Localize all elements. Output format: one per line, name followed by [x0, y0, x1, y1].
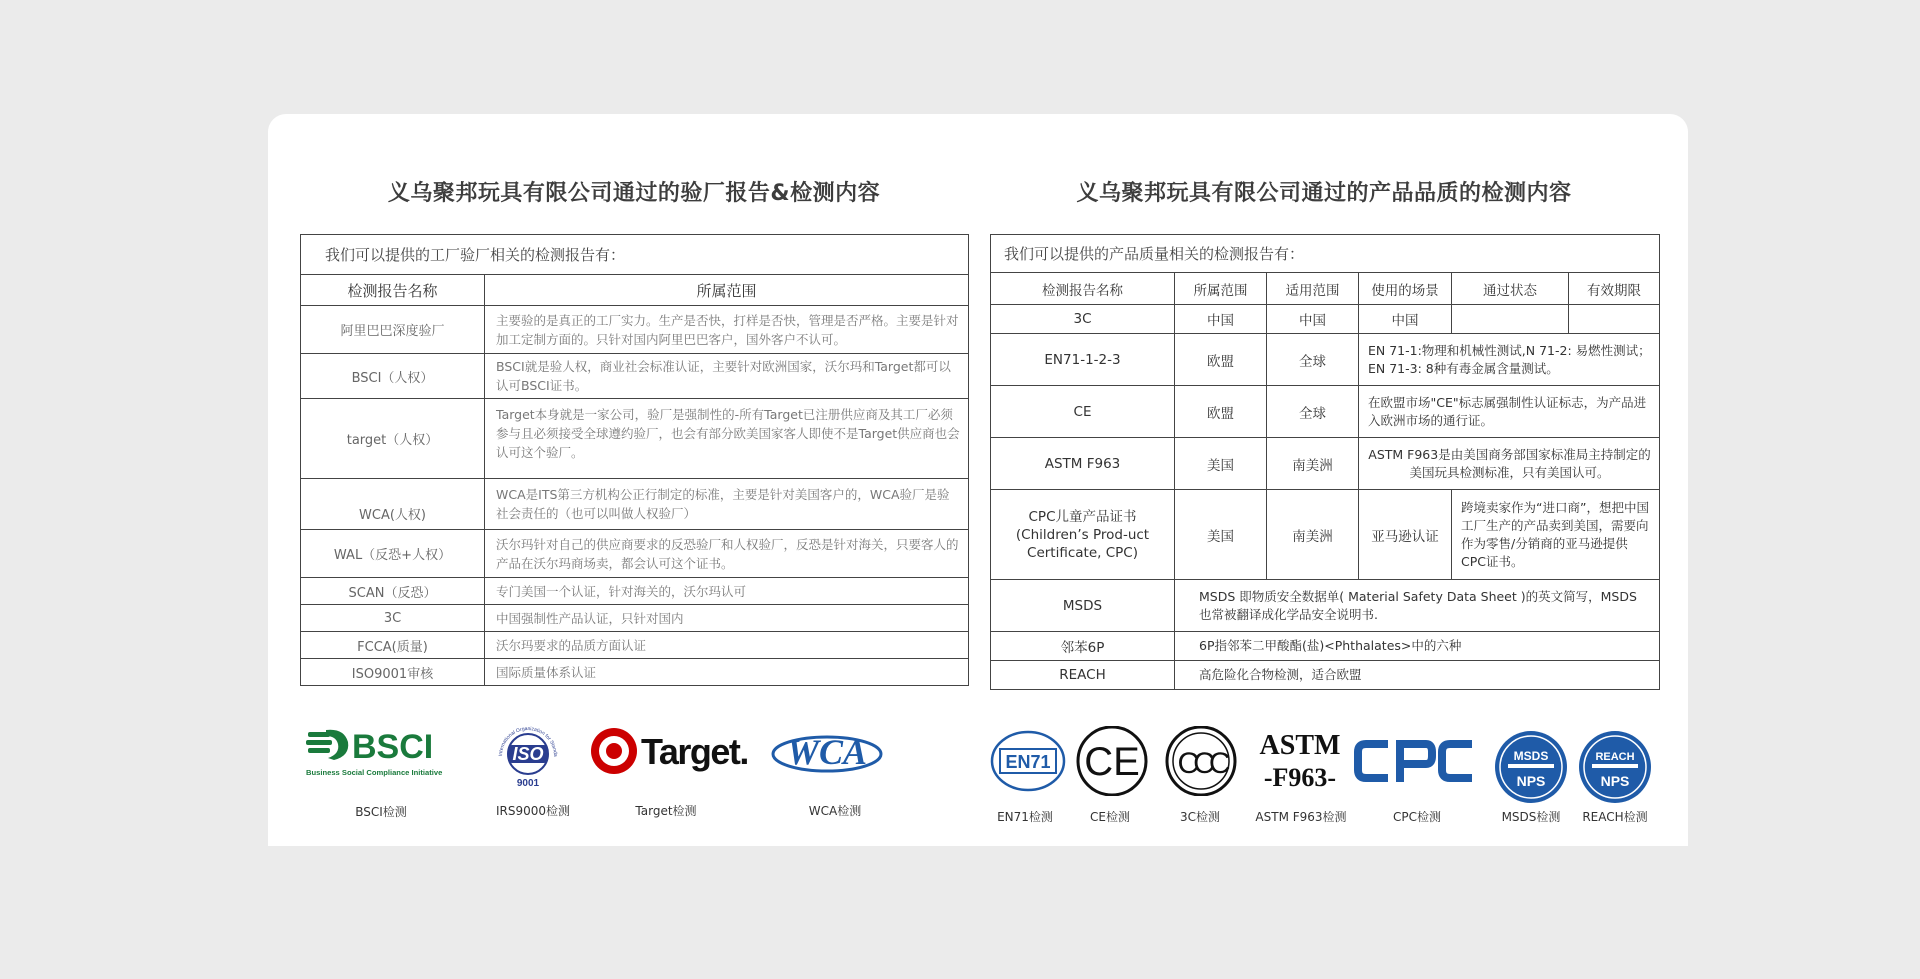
- ce-logo-icon: [1073, 726, 1151, 796]
- reach-caption: REACH检测: [1582, 810, 1648, 824]
- report-description: ASTM F963是由美国商务部国家标准局主持制定的美国玩具检测标准，只有美国认可。: [1359, 438, 1660, 490]
- report-validity: [1569, 305, 1660, 334]
- report-name: 3C: [991, 305, 1175, 334]
- report-scope: 美国: [1175, 438, 1267, 490]
- svg-text:CE: CE: [1084, 740, 1140, 784]
- report-description: 跨境卖家作为“进口商”，想把中国工厂生产的产品卖到美国，需要向作为零售/分销商的亚马逊提供CPC证书。: [1452, 490, 1660, 580]
- column-header-scope: 所属范围: [1175, 273, 1267, 305]
- report-scope: 欧盟: [1175, 386, 1267, 438]
- report-description: 主要验的是真正的工厂实力。生产是否快，打样是否快，管理是否严格。主要是针对加工定制方面的。只针对国内阿里巴巴客户，国外客户不认可。: [485, 306, 969, 354]
- ccc-logo-icon: [1162, 726, 1240, 796]
- report-name: ISO9001审核: [301, 659, 485, 686]
- svg-text:BSCI: BSCI: [352, 728, 434, 766]
- product-quality-intro: 我们可以提供的产品质量相关的检测报告有：: [991, 235, 1660, 273]
- factory-audit-title: 义乌聚邦玩具有限公司通过的验厂报告&检测内容: [387, 181, 881, 206]
- report-scope: 欧盟: [1175, 334, 1267, 386]
- target-caption: Target检测: [635, 804, 697, 818]
- table-row: [991, 386, 1660, 438]
- table-row: [991, 632, 1660, 661]
- svg-text:MSDS: MSDS: [1513, 749, 1549, 763]
- ccc-caption: 3C检测: [1179, 810, 1220, 824]
- svg-text:CCC: CCC: [1177, 747, 1225, 780]
- report-description: MSDS 即物质安全数据单( Material Safety Data Sheet )的英文简写，MSDS 也常被翻译成化学品安全说明书.: [1175, 580, 1660, 632]
- report-name: 邻苯6P: [991, 632, 1175, 661]
- svg-text:WCA: WCA: [786, 732, 868, 772]
- factory-audit-table: [300, 234, 969, 686]
- report-description: Target本身就是一家公司，验厂是强制性的-所有Target已注册供应商及其工厂必须参与且必须接受全球遵约验厂，也会有部分欧美国家客人即使不是Target供应商也会认可这个验厂。: [485, 399, 969, 479]
- product-quality-title: 义乌聚邦玩具有限公司通过的产品品质的检测内容: [1076, 181, 1572, 206]
- svg-text:ASTM: ASTM: [1259, 730, 1341, 761]
- astm-caption: ASTM F963检测: [1255, 810, 1347, 824]
- table-row: [301, 306, 969, 354]
- report-name: FCCA(质量): [301, 632, 485, 659]
- svg-text:NPS: NPS: [1600, 773, 1630, 789]
- report-scene: 亚马逊认证: [1359, 490, 1452, 580]
- report-scope: 美国: [1175, 490, 1267, 580]
- wca-caption: WCA检测: [808, 804, 862, 818]
- table-row: [301, 354, 969, 399]
- report-apply: 南美洲: [1267, 490, 1359, 580]
- report-name: 阿里巴巴深度验厂: [301, 306, 485, 354]
- table-row: [991, 305, 1660, 334]
- table-row: [991, 580, 1660, 632]
- table-row: [301, 659, 969, 686]
- report-description: 专门美国一个认证，针对海关的，沃尔玛认可: [485, 578, 969, 605]
- report-name: REACH: [991, 661, 1175, 690]
- column-header-report-name: 检测报告名称: [301, 275, 485, 306]
- svg-text:Target.: Target.: [641, 731, 748, 772]
- table-row: [301, 578, 969, 605]
- column-header-scene: 使用的场景: [1359, 273, 1452, 305]
- report-apply: 全球: [1267, 334, 1359, 386]
- table-row: [991, 661, 1660, 690]
- report-description: 沃尔玛针对自己的供应商要求的反恐验厂和人权验厂，反恐是针对海关，只要客人的产品在沃尔玛商场卖，都会认可这个证书。: [485, 530, 969, 578]
- svg-text:Business Social Compliance Ini: Business Social Compliance Initiative: [306, 768, 443, 777]
- report-description: 6P指邻苯二甲酸酯(盐)<Phthalates>中的六种: [1175, 632, 1660, 661]
- table-row: [991, 438, 1660, 490]
- report-name: EN71-1-2-3: [991, 334, 1175, 386]
- report-description: WCA是ITS第三方机构公正行制定的标准，主要是针对美国客户的，WCA验厂是验社会责任的（也可以叫做人权验厂）: [485, 479, 969, 530]
- product-quality-table: [990, 234, 1660, 690]
- cpc-caption: CPC检测: [1393, 810, 1441, 824]
- table-row: [301, 605, 969, 632]
- table-row: [301, 632, 969, 659]
- report-name: ASTM F963: [991, 438, 1175, 490]
- column-header-status: 通过状态: [1452, 273, 1569, 305]
- column-header-scope: 所属范围: [485, 275, 969, 306]
- table-row: [301, 530, 969, 578]
- report-description: 国际质量体系认证: [485, 659, 969, 686]
- wca-logo-icon: [770, 724, 884, 780]
- table-row: [991, 334, 1660, 386]
- report-description: 高危险化合物检测，适合欧盟: [1175, 661, 1660, 690]
- report-status: [1452, 305, 1569, 334]
- table-row: [301, 479, 969, 530]
- report-description: BSCI就是验人权，商业社会标准认证，主要针对欧洲国家，沃尔玛和Target都可以认可BSCI证书。: [485, 354, 969, 399]
- ce-caption: CE检测: [1090, 810, 1130, 824]
- bsci-caption: BSCI检测: [355, 805, 407, 819]
- svg-text:International Organization for: International Organization for Standa: [497, 725, 559, 757]
- cpc-logo-icon: [1352, 736, 1476, 786]
- svg-text:EN71: EN71: [1005, 752, 1051, 772]
- report-name: BSCI（人权）: [301, 354, 485, 399]
- target-logo-icon: [589, 724, 749, 778]
- svg-text:9001: 9001: [516, 778, 540, 789]
- reach-logo-icon: [1578, 730, 1652, 804]
- column-header-report-name: 检测报告名称: [991, 273, 1175, 305]
- report-name: SCAN（反恐）: [301, 578, 485, 605]
- msds-caption: MSDS检测: [1501, 810, 1561, 824]
- column-header-apply: 适用范围: [1267, 273, 1359, 305]
- report-name: CPC儿童产品证书(Children’s Prod-uct Certificate, CPC): [991, 490, 1175, 580]
- report-name: 3C: [301, 605, 485, 632]
- report-name: WCA(人权): [301, 479, 485, 530]
- report-apply: 南美洲: [1267, 438, 1359, 490]
- table-row: [301, 399, 969, 479]
- svg-text:REACH: REACH: [1595, 751, 1635, 763]
- report-description: EN 71-1:物理和机械性测试,N 71-2: 易燃性测试；EN 71-3: 8种有毒金属含量测试。: [1359, 334, 1660, 386]
- astm-logo-icon: [1254, 726, 1346, 792]
- bsci-logo-icon: [304, 722, 460, 782]
- iso-logo-icon: [490, 720, 566, 792]
- factory-audit-intro: 我们可以提供的工厂验厂相关的检测报告有：: [301, 235, 969, 275]
- report-apply: 中国: [1267, 305, 1359, 334]
- svg-text:NPS: NPS: [1516, 773, 1546, 789]
- report-name: MSDS: [991, 580, 1175, 632]
- report-name: target（人权）: [301, 399, 485, 479]
- svg-text:-F963-: -F963-: [1263, 763, 1337, 792]
- iso-caption: IRS9000检测: [495, 804, 571, 818]
- report-description: 中国强制性产品认证，只针对国内: [485, 605, 969, 632]
- msds-logo-icon: [1494, 730, 1568, 804]
- report-description: 在欧盟市场"CE"标志属强制性认证标志，为产品进入欧洲市场的通行证。: [1359, 386, 1660, 438]
- report-name: CE: [991, 386, 1175, 438]
- report-scope: 中国: [1175, 305, 1267, 334]
- table-row: [991, 490, 1660, 580]
- en71-logo-icon: [990, 730, 1066, 792]
- en71-caption: EN71检测: [997, 810, 1053, 824]
- report-description: 沃尔玛要求的品质方面认证: [485, 632, 969, 659]
- report-apply: 全球: [1267, 386, 1359, 438]
- report-name: WAL（反恐+人权）: [301, 530, 485, 578]
- column-header-validity: 有效期限: [1569, 273, 1660, 305]
- svg-text:ISO: ISO: [512, 744, 544, 764]
- report-scene: 中国: [1359, 305, 1452, 334]
